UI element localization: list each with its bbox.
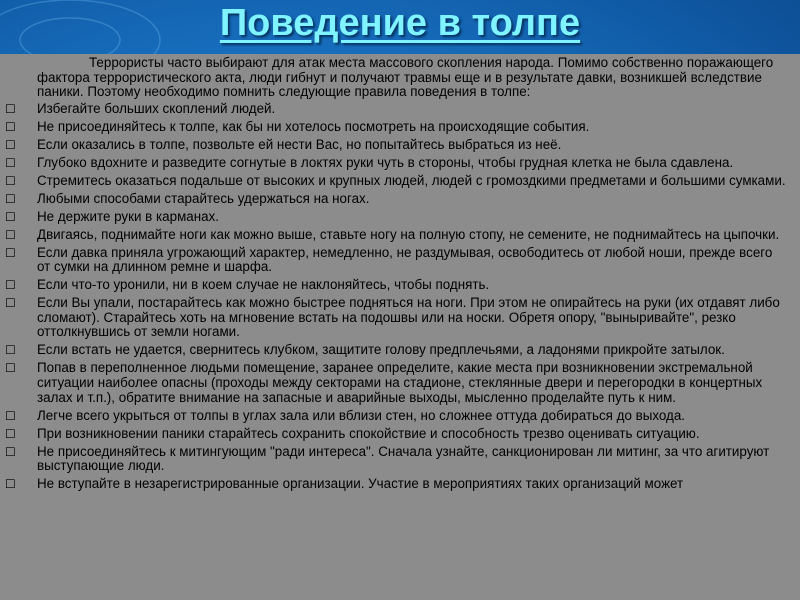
rule-text: Любыми способами старайтесь удержаться на ногах.	[37, 190, 370, 206]
rule-item	[0, 228, 800, 243]
rule-text: Стремитесь оказаться подальше от высоких и крупных людей, людей с громоздкими предметами и большими сумками.	[37, 172, 786, 188]
checkbox-bullet-icon: ☐	[5, 119, 16, 134]
rule-item	[0, 246, 800, 275]
rules-list	[0, 102, 800, 492]
content-panel	[0, 54, 800, 600]
rule-text: Глубоко вдохните и разведите согнутые в локтях руки чуть в стороны, чтобы грудная клетка не была сдавлена.	[37, 154, 734, 170]
rule-item	[0, 343, 800, 358]
checkbox-bullet-icon: ☐	[5, 343, 16, 358]
rule-item	[0, 427, 800, 442]
checkbox-bullet-icon: ☐	[5, 278, 16, 293]
rule-text: Попав в переполненное людьми помещение, заранее определите, какие места при возникновении экстремальной ситуации наиболее опасны (проходы между секторами на стадионе, стеклянные двери и перегородки в концертных залах и т.п.), обратите внимание на запасные и аварийные выходы, мысленно проделайте путь к ним.	[37, 360, 763, 405]
checkbox-bullet-icon: ☐	[5, 426, 16, 441]
checkbox-bullet-icon: ☐	[5, 227, 16, 242]
rule-item	[0, 210, 800, 225]
checkbox-bullet-icon: ☐	[5, 209, 16, 224]
checkbox-bullet-icon: ☐	[5, 173, 16, 188]
rule-text: Не держите руки в карманах.	[37, 208, 219, 224]
rule-text: Не вступайте в незарегистрированные организации. Участие в мероприятиях таких организаций может	[37, 476, 684, 492]
checkbox-bullet-icon: ☐	[5, 296, 16, 311]
rule-text: Избегайте больших скоплений людей.	[37, 100, 276, 116]
slide-title: Поведение в толпе	[219, 2, 581, 44]
rule-text: При возникновении паники старайтесь сохранить спокойствие и способность трезво оценивать ситуацию.	[37, 425, 700, 441]
checkbox-bullet-icon: ☐	[5, 191, 16, 206]
checkbox-bullet-icon: ☐	[5, 155, 16, 170]
checkbox-bullet-icon: ☐	[5, 137, 16, 152]
rule-item	[0, 138, 800, 153]
rule-text: Если что-то уронили, ни в коем случае не наклоняйтесь, чтобы поднять.	[37, 277, 490, 293]
rule-item	[0, 120, 800, 135]
rule-text: Легче всего укрыться от толпы в углах зала или вблизи стен, но сложнее оттуда добираться до выхода.	[37, 407, 686, 423]
checkbox-bullet-icon: ☐	[5, 444, 16, 459]
rule-item	[0, 192, 800, 207]
rule-text: Двигаясь, поднимайте ноги как можно выше, ставьте ногу на полную стопу, не семените, не поднимайтесь на цыпочки.	[37, 226, 780, 242]
checkbox-bullet-icon: ☐	[5, 477, 16, 492]
rule-text: Если оказались в толпе, позвольте ей нести Вас, но попытайтесь выбраться из неё.	[37, 136, 562, 152]
rule-item	[0, 278, 800, 293]
rule-item	[0, 174, 800, 189]
rule-item	[0, 477, 800, 492]
rule-text: Если давка приняла угрожающий характер, немедленно, не раздумывая, освободитесь от любой ноши, прежде всего от сумки на длинном ремне и шарфа.	[37, 244, 773, 275]
rule-text: Не присоединяйтесь к толпе, как бы ни хотелось посмотреть на происходящие события.	[37, 118, 590, 134]
rule-text: Если Вы упали, постарайтесь как можно быстрее подняться на ноги. При этом не опирайтесь на руки (их отдавят либо сломают). Старайтесь хоть на мгновение встать на подошвы или на носки. Обретя опору, "выныривайте", резко оттолкнувшись от земли ногами.	[37, 295, 780, 340]
rule-item	[0, 296, 800, 340]
rule-item	[0, 409, 800, 424]
checkbox-bullet-icon: ☐	[5, 101, 16, 116]
rule-item	[0, 445, 800, 474]
checkbox-bullet-icon: ☐	[5, 361, 16, 376]
rule-item	[0, 156, 800, 171]
rule-item	[0, 102, 800, 117]
rule-text: Не присоединяйтесь к митингующим "ради интереса". Сначала узнайте, санкционирован ли митинг, за что агитируют выступающие люди.	[37, 443, 770, 474]
rule-item	[0, 361, 800, 405]
rule-text: Если встать не удается, свернитесь клубком, защитите голову предплечьями, а ладонями прикройте затылок.	[37, 342, 725, 358]
checkbox-bullet-icon: ☐	[5, 408, 16, 423]
intro-paragraph: Террористы часто выбирают для атак места массового скопления народа. Помимо собственно поражающего фактора террористического акта, люди гибнут и получают травмы еще и в результате давки, возникшей вследствие паники. Поэтому необходимо помнить следующие правила поведения в толпе:	[37, 55, 774, 100]
checkbox-bullet-icon: ☐	[5, 245, 16, 260]
